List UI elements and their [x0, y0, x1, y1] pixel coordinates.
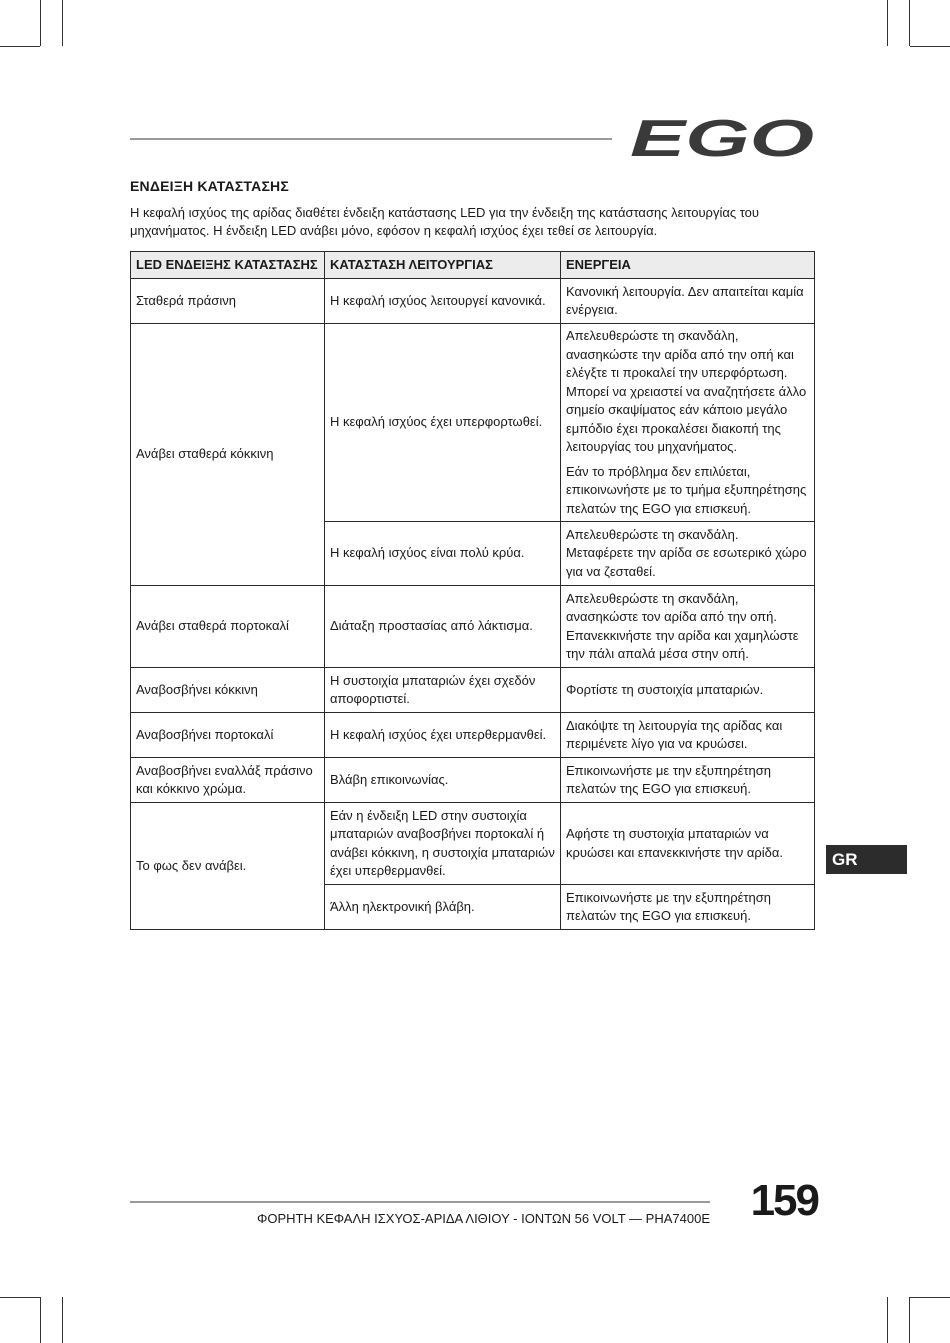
action-text: Διακόψτε τη λειτουργία της αρίδας και περιμένετε λίγο για να κρυώσει. — [566, 717, 783, 751]
logo-text: EGO — [630, 116, 814, 160]
state-cell: Η κεφαλή ισχύος είναι πολύ κρύα. — [325, 522, 561, 586]
action-text: Επικοινωνήστε με την εξυπηρέτηση πελατών της EGO για επισκευή. — [566, 762, 772, 796]
table-row — [131, 803, 815, 885]
crop-mark — [0, 46, 40, 47]
crop-mark — [40, 0, 41, 46]
action-text: Απελευθερώστε τη σκανδάλη, ανασηκώστε τον αρίδα από την οπή. Επανεκκινήστε την αρίδα και χαμηλώστε την πάλι απαλά μέσα στην οπή. — [566, 590, 799, 661]
status-table — [130, 251, 815, 930]
led-cell: Το φως δεν ανάβει. — [131, 803, 325, 930]
page-number: 159 — [750, 1176, 818, 1225]
action-text: Επικοινωνήστε με την εξυπηρέτηση πελατών της EGO για επισκευή. — [566, 889, 772, 923]
header-rule — [130, 138, 612, 140]
state-cell: Βλάβη επικοινωνίας. — [325, 758, 561, 803]
crop-mark — [0, 1297, 40, 1298]
state-cell: Η συστοιχία μπαταριών έχει σχεδόν αποφορτιστεί. — [325, 668, 561, 713]
state-cell: Εάν η ένδειξη LED στην συστοιχία μπαταριών αναβοσβήνει πορτοκαλί ή ανάβει κόκκινη, η συστοιχία μπαταριών έχει υπερθερμανθεί. — [325, 803, 561, 885]
action-cell — [561, 885, 815, 930]
state-cell: Η κεφαλή ισχύος λειτουργεί κανονικά. — [325, 279, 561, 324]
crop-mark — [910, 46, 950, 47]
action-text: Φορτίστε τη συστοιχία μπαταριών. — [566, 681, 764, 697]
action-text: Αφήστε τη συστοιχία μπαταριών να κρυώσει και επανεκκινήστε την αρίδα. — [566, 826, 784, 860]
section-title: ΕΝΔΕΙΞΗ ΚΑΤΑΣΤΑΣΗΣ — [130, 178, 289, 194]
state-cell: Η κεφαλή ισχύος έχει υπερφορτωθεί. — [325, 324, 561, 522]
table-row — [131, 758, 815, 803]
led-cell: Αναβοσβήνει κόκκινη — [131, 668, 325, 713]
table-row — [131, 586, 815, 668]
state-cell: Η κεφαλή ισχύος έχει υπερθερμανθεί. — [325, 713, 561, 758]
action-cell — [561, 668, 815, 713]
crop-mark — [62, 1297, 63, 1343]
crop-mark — [910, 1297, 950, 1298]
action-cell — [561, 279, 815, 324]
table-row — [131, 668, 815, 713]
action-cell — [561, 324, 815, 522]
action-text: Απελευθερώστε τη σκανδάλη. Μεταφέρετε την αρίδα σε εσωτερικό χώρο για να ζεσταθεί. — [566, 526, 807, 579]
action-cell — [561, 586, 815, 668]
crop-mark — [887, 0, 888, 46]
header-state: ΚΑΤΑΣΤΑΣΗ ΛΕΙΤΟΥΡΓΙΑΣ — [325, 252, 561, 279]
crop-mark — [887, 1297, 888, 1343]
crop-mark — [62, 0, 63, 46]
table-row — [131, 324, 815, 522]
led-cell: Ανάβει σταθερά πορτοκαλί — [131, 586, 325, 668]
footer-title: ΦΟΡΗΤΗ ΚΕΦΑΛΗ ΙΣΧΥΟΣ-ΑΡΙΔΑ ΛΙΘΙΟΥ - ΙΟΝΤΩΝ 56 VOLT — PHA7400E — [256, 1211, 710, 1226]
action-text: Εάν το πρόβλημα δεν επιλύεται, επικοινωνήστε με το τμήμα εξυπηρέτησης πελατών της EGO για επισκευή. — [566, 463, 807, 516]
action-text: Κανονική λειτουργία. Δεν απαιτείται καμία ενέργεια. — [566, 283, 804, 317]
table-row — [131, 279, 815, 324]
crop-mark — [909, 1297, 910, 1343]
action-cell — [561, 713, 815, 758]
table-row — [131, 713, 815, 758]
header-action: ΕΝΕΡΓΕΙΑ — [561, 252, 815, 279]
table-header-row — [131, 252, 815, 279]
intro-paragraph: Η κεφαλή ισχύος της αρίδας διαθέτει ένδειξη κατάστασης LED για την ένδειξη της κατάστασης λειτουργίας του μηχανήματος. Η ένδειξη LED ανάβει μόνο, εφόσον η κεφαλή ισχύος έχει τεθεί σε λειτουργία. — [130, 205, 760, 238]
action-cell — [561, 803, 815, 885]
crop-mark — [909, 0, 910, 46]
ego-logo — [628, 116, 814, 160]
crop-mark — [40, 1297, 41, 1343]
led-cell: Αναβοσβήνει εναλλάξ πράσινο και κόκκινο χρώμα. — [131, 758, 325, 803]
action-cell — [561, 522, 815, 586]
action-cell — [561, 758, 815, 803]
led-cell: Ανάβει σταθερά κόκκινη — [131, 324, 325, 586]
header-led: LED ΕΝΔΕΙΞΗΣ ΚΑΤΑΣΤΑΣΗΣ — [131, 252, 325, 279]
state-cell: Διάταξη προστασίας από λάκτισμα. — [325, 586, 561, 668]
state-cell: Άλλη ηλεκτρονική βλάβη. — [325, 885, 561, 930]
footer-rule — [130, 1201, 710, 1203]
led-cell: Αναβοσβήνει πορτοκαλί — [131, 713, 325, 758]
action-text: Απελευθερώστε τη σκανδάλη, ανασηκώστε την αρίδα από την οπή και ελέγξτε τι προκαλεί την υπερφόρτωση. Μπορεί να χρειαστεί να αναζητήσετε άλλο σημείο σκαψίματος εάν κάποιο μεγάλο εμπόδιο έχει προκαλέσει διακοπή της λειτουργίας του μηχανήματος. — [566, 328, 807, 454]
language-tab: GR — [826, 845, 907, 874]
led-cell: Σταθερά πράσινη — [131, 279, 325, 324]
